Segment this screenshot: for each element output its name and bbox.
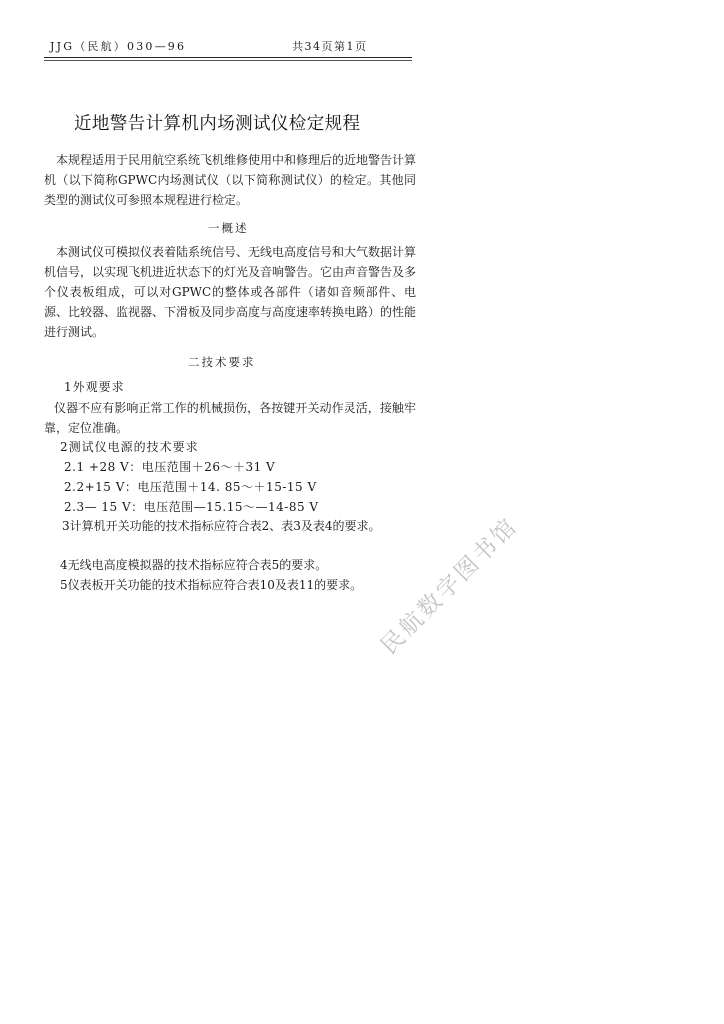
item-3-paragraph (44, 516, 416, 536)
page-count: 共34页第1页 (292, 40, 368, 53)
section-technical-heading: 二技术要求 (188, 355, 256, 369)
item-2-2: 2.2+15 V：电压范围＋14. 85～＋15-15 V (64, 480, 317, 494)
item-2-1: 2.1 +28 V：电压范围＋26～＋31 V (64, 460, 276, 474)
section-overview-heading: 一概述 (208, 221, 249, 235)
intro-text: 本规程适用于民用航空系统飞机维修使用中和修理后的近地警告计算机（以下简称GPWC内场测试仪（以下简称测试仪）的检定。其他同类型的测试仪可参照本规程进行检定。 (44, 153, 417, 207)
intro-paragraph (44, 150, 416, 210)
header-rule-secondary (44, 60, 412, 61)
item-5: 5仪表板开关功能的技术指标应符合表10及表11的要求。 (60, 578, 363, 592)
item-3-text: 3计算机开关功能的技术指标应符合表2、表3及表4的要求。 (62, 519, 381, 533)
item-2-title: 2测试仪电源的技术要求 (60, 440, 199, 454)
item-4: 4无线电高度模拟器的技术指标应符合表5的要求。 (60, 558, 328, 572)
item-1-paragraph (44, 398, 416, 438)
library-watermark: 民航数字图书馆 (376, 512, 524, 660)
document-code: JJG（民航）030—96 (50, 40, 187, 53)
overview-text: 本测试仪可模拟仪表着陆系统信号、无线电高度信号和大气数据计算机信号，以实现飞机进近状态下的灯光及音响警告。它由声音警告及多个仪表板组成，可以对GPWC的整体或各部件（诸如音频部件、电源、比较器、监视器、下滑板及同步高度与高度速率转换电路）的性能进行测试。 (44, 245, 417, 339)
overview-paragraph (44, 242, 416, 342)
document-title: 近地警告计算机内场测试仪检定规程 (74, 114, 361, 134)
header-rule (44, 57, 412, 58)
item-1-title: 1外观要求 (64, 380, 125, 394)
item-1-text: 仪器不应有影响正常工作的机械损伤，各按键开关动作灵活，接触牢靠，定位准确。 (44, 401, 416, 435)
item-2-3: 2.3— 15 V：电压范围—15.15～—14-85 V (64, 500, 319, 514)
page-header (44, 38, 412, 54)
